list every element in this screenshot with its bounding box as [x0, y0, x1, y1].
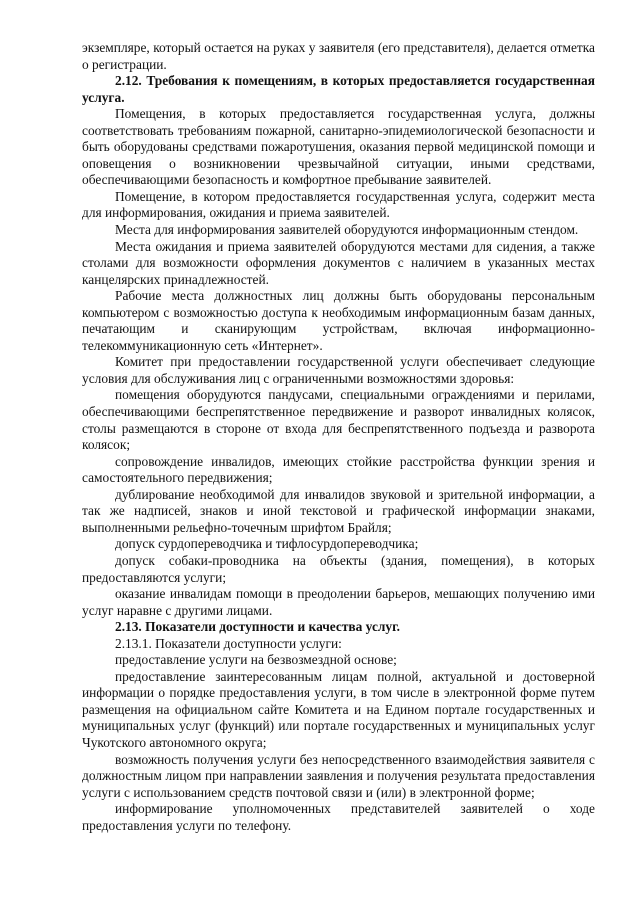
list-item: оказание инвалидам помощи в преодолении барьеров, мешающих получению ими услуг наравне с другими лицами. — [82, 586, 595, 618]
paragraph: Места для информирования заявителей оборудуются информационным стендом. — [115, 222, 579, 238]
paragraph: Рабочие места должностных лиц должны быть оборудованы персональным компьютером с возможностью доступа к необходимым информационным базам данных, печатающим и сканирующим устройствам, включая информационно-телекоммуникационную сеть «Интернет». — [82, 288, 595, 353]
list-item: помещения оборудуются пандусами, специальными ограждениями и перилами, обеспечивающими беспрепятственное передвижение и разворот инвалидных колясок, столы размещаются в стороне от входа для беспрепятственного подъезда и разворота колясок; — [82, 387, 595, 453]
list-item: возможность получения услуги без непосредственного взаимодействия заявителя с должностным лицом при направлении заявления и получения результата предоставления услуги с использованием средств почтовой связи и (или) в электронной форме; — [82, 751, 595, 800]
document-page — [82, 40, 595, 834]
paragraph: Места ожидания и приема заявителей оборудуются местами для сидения, а также столами для возможности оформления документов с наличием в указанных местах канцелярских принадлежностей. — [82, 238, 595, 287]
section-heading-2-13: 2.13. Показатели доступности и качества услуг. — [115, 619, 401, 635]
paragraph: Помещение, в котором предоставляется государственная услуга, содержит места для информирования, ожидания и приема заявителей. — [82, 188, 595, 221]
list-item: дублирование необходимой для инвалидов звуковой и зрительной информации, а так же надписей, знаков и иной текстовой и графической информации знаками, выполненными рельефно-точечным шрифтом Брайля; — [82, 486, 595, 535]
list-item: предоставление услуги на безвозмездной основе; — [115, 652, 397, 668]
paragraph-continuation: экземпляре, который остается на руках у заявителя (его представителя), делается отметка о регистрации. — [82, 40, 595, 72]
list-item: допуск сурдопереводчика и тифлосурдопереводчика; — [115, 536, 419, 552]
list-item: сопровождение инвалидов, имеющих стойкие расстройства функции зрения и самостоятельного передвижения; — [82, 453, 595, 486]
paragraph: Комитет при предоставлении государственной услуги обеспечивает следующие условия для обслуживания лиц с ограниченными возможностями здоровья: — [82, 354, 595, 386]
section-heading-2-12: 2.12. Требования к помещениям, в которых предоставляется государственная услуга. — [82, 73, 595, 105]
subsection-heading-2-13-1: 2.13.1. Показатели доступности услуги: — [115, 635, 342, 651]
list-item: допуск собаки-проводника на объекты (здания, помещения), в которых предоставляются услуги; — [82, 552, 595, 585]
list-item: предоставление заинтересованным лицам полной, актуальной и достоверной информации о порядке предоставления услуги, в том числе в электронной форме путем размещения на официальном сайте Комитета и на Едином портале государственных и муниципальных услуг (функций) или портале государственных и муниципальных услуг Чукотского автономного округа; — [82, 668, 595, 750]
paragraph: Помещения, в которых предоставляется государственная услуга, должны соответствовать требованиям пожарной, санитарно-эпидемиологической безопасности и быть оборудованы средствами пожаротушения, оказания первой медицинской помощи и оповещения о возникновении чрезвычайной ситуации, иными средствами, обеспечивающими безопасность и комфортное пребывание заявителей. — [82, 106, 595, 188]
list-item: информирование уполномоченных представителей заявителей о ходе предоставления услуги по телефону. — [82, 801, 595, 833]
